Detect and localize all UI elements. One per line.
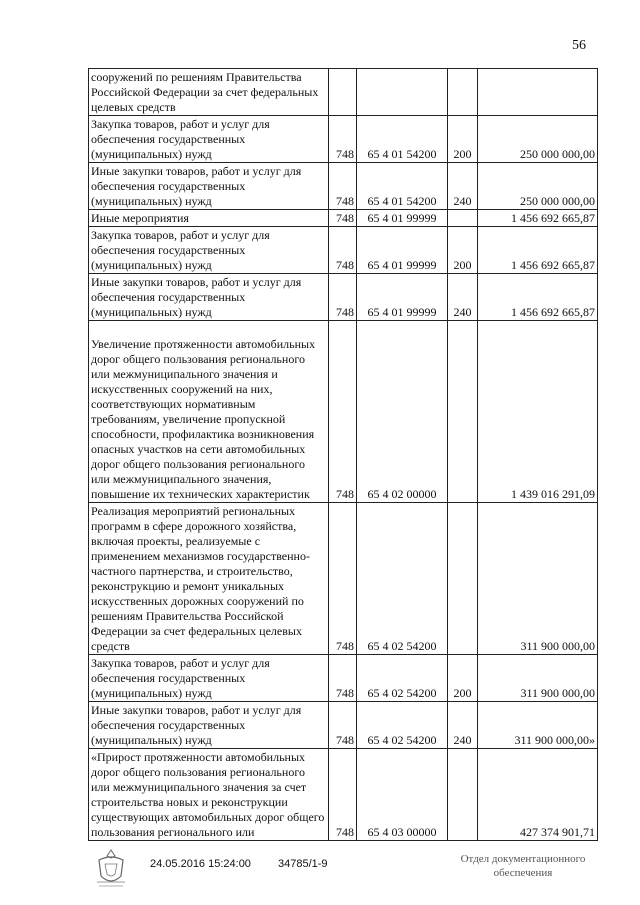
- row-expense-type: 200: [448, 655, 478, 702]
- row-description: Закупка товаров, работ и услуг для обеспечения государственных (муниципальных) нужд: [89, 655, 329, 702]
- budget-table-body: [89, 69, 598, 841]
- row-description: Иные мероприятия: [89, 210, 329, 227]
- row-description: Иные закупки товаров, работ и услуг для обеспечения государственных (муниципальных) нужд: [89, 702, 329, 749]
- row-description: Закупка товаров, работ и услуг для обеспечения государственных (муниципальных) нужд: [89, 227, 329, 274]
- row-description: сооружений по решениям Правительства Российской Федерации за счет федеральных целевых средств: [89, 69, 329, 116]
- row-grbs-code: 748: [329, 321, 357, 503]
- table-row: [89, 163, 598, 210]
- row-expense-type: [448, 69, 478, 116]
- table-row: [89, 274, 598, 321]
- row-description: Иные закупки товаров, работ и услуг для обеспечения государственных (муниципальных) нужд: [89, 163, 329, 210]
- row-expense-type: 200: [448, 116, 478, 163]
- row-expense-type: 240: [448, 274, 478, 321]
- row-grbs-code: 748: [329, 749, 357, 841]
- row-description: «Прирост протяженности автомобильных дорог общего пользования регионального или межмуниципального значения за счет строительства новых и реконструкции существующих автомобильных дорог общего пользования регионального или: [89, 749, 329, 841]
- row-target-code: 65 4 02 54200: [357, 503, 448, 655]
- footer-dept-line1: Отдел документационного: [460, 853, 586, 865]
- row-amount: [478, 69, 598, 116]
- row-expense-type: [448, 749, 478, 841]
- row-expense-type: [448, 321, 478, 503]
- footer-department-stamp: [448, 852, 598, 880]
- row-grbs-code: 748: [329, 274, 357, 321]
- row-amount: 250 000 000,00: [478, 163, 598, 210]
- row-target-code: 65 4 01 54200: [357, 116, 448, 163]
- budget-table: [88, 68, 598, 841]
- row-target-code: 65 4 03 00000: [357, 749, 448, 841]
- row-expense-type: [448, 503, 478, 655]
- row-expense-type: 240: [448, 702, 478, 749]
- footer-date: 24.05.2016 15:24:00: [150, 858, 251, 870]
- row-description: Закупка товаров, работ и услуг для обеспечения государственных (муниципальных) нужд: [89, 116, 329, 163]
- table-row: [89, 503, 598, 655]
- row-description: Реализация мероприятий региональных программ в сфере дорожного хозяйства, включая проекты, реализуемые с применением механизмов государственно-частного партнерства, и строительство, реконструкцию и ремонт уникальных искусственных дорожных сооружений по решениям Правительства Российской Федерации за счет федеральных целевых средств: [89, 503, 329, 655]
- row-grbs-code: 748: [329, 655, 357, 702]
- row-amount: 250 000 000,00: [478, 116, 598, 163]
- footer-dept-line2: обеспечения: [493, 867, 553, 879]
- row-grbs-code: 748: [329, 116, 357, 163]
- row-expense-type: [448, 210, 478, 227]
- row-target-code: 65 4 02 54200: [357, 655, 448, 702]
- row-amount: 311 900 000,00»: [478, 702, 598, 749]
- table-row: [89, 69, 598, 116]
- row-target-code: 65 4 02 00000: [357, 321, 448, 503]
- row-description: Увеличение протяженности автомобильных дорог общего пользования регионального или межмуниципального значения и искусственных сооружений на них, соответствующих нормативным требованиям, увеличение пропускной способности, профилактика возникновения опасных участков на сети автомобильных дорог общего пользования регионального или межмуниципального значения, повышение их технических характеристик: [89, 321, 329, 503]
- row-amount: 1 456 692 665,87: [478, 274, 598, 321]
- row-amount: 311 900 000,00: [478, 655, 598, 702]
- row-description: Иные закупки товаров, работ и услуг для обеспечения государственных (муниципальных) нужд: [89, 274, 329, 321]
- row-amount: 427 374 901,71: [478, 749, 598, 841]
- row-expense-type: 200: [448, 227, 478, 274]
- table-row: [89, 702, 598, 749]
- row-grbs-code: 748: [329, 163, 357, 210]
- row-amount: 1 456 692 665,87: [478, 210, 598, 227]
- row-amount: 311 900 000,00: [478, 503, 598, 655]
- row-grbs-code: 748: [329, 210, 357, 227]
- coat-of-arms-icon: [93, 848, 129, 890]
- row-amount: 1 439 016 291,09: [478, 321, 598, 503]
- row-target-code: 65 4 02 54200: [357, 702, 448, 749]
- footer-doc-number: 34785/1-9: [278, 858, 328, 870]
- row-target-code: 65 4 01 99999: [357, 274, 448, 321]
- row-grbs-code: 748: [329, 503, 357, 655]
- row-target-code: 65 4 01 99999: [357, 210, 448, 227]
- table-row: [89, 321, 598, 503]
- row-amount: 1 456 692 665,87: [478, 227, 598, 274]
- page-number: 56: [572, 38, 586, 53]
- row-target-code: 65 4 01 54200: [357, 163, 448, 210]
- row-grbs-code: 748: [329, 702, 357, 749]
- table-row: [89, 655, 598, 702]
- table-row: [89, 210, 598, 227]
- row-grbs-code: [329, 69, 357, 116]
- row-expense-type: 240: [448, 163, 478, 210]
- table-row: [89, 749, 598, 841]
- row-grbs-code: 748: [329, 227, 357, 274]
- table-row: [89, 116, 598, 163]
- row-target-code: [357, 69, 448, 116]
- table-row: [89, 227, 598, 274]
- row-target-code: 65 4 01 99999: [357, 227, 448, 274]
